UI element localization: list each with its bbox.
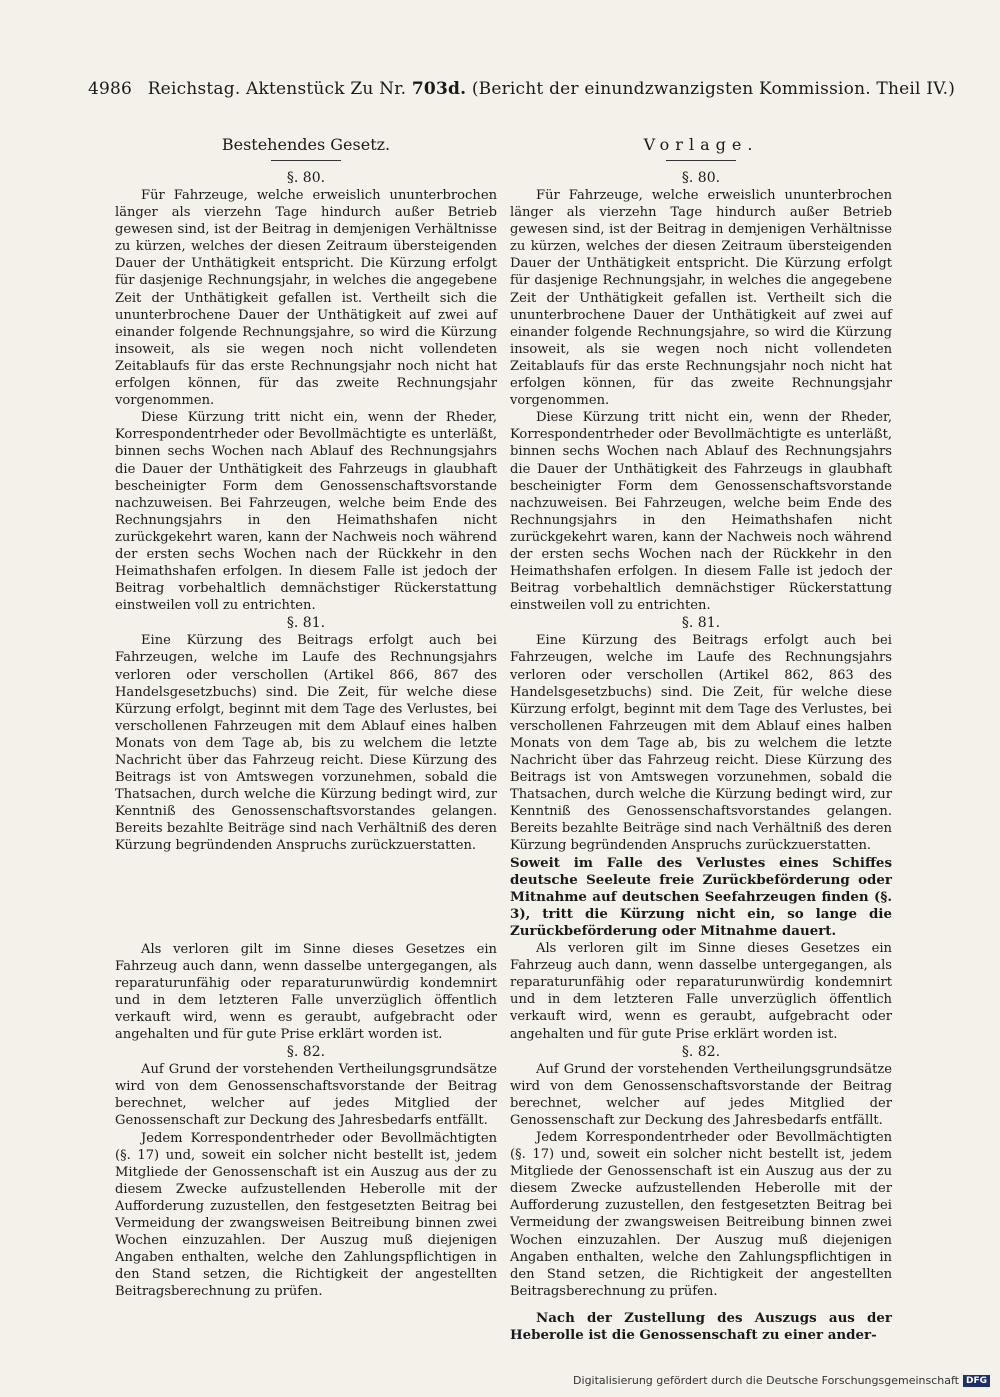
header-document-number: 703d. [411, 79, 467, 99]
blank-gap [115, 855, 497, 941]
bold-amendment: Soweit im Falle des Verlustes eines Schiffes deutsche Seeleute freie Zurückbeförderung oder Mitnahme auf deutschen Seefahrzeugen finden (§. 3), tritt die Kürzung nicht ein, so lange die Zurückbeförderung oder Mitnahme dauert. [510, 854, 892, 939]
section-heading: §. 80. [681, 170, 721, 186]
paragraph: Auf Grund der vorstehenden Vertheilungsgrundsätze wird von dem Genossenschaftsvorstande der Beitrag berechnet, welcher auf jedes Mitglied der Genossenschaft zur Deckung des Jahresbedarfs entfällt. [510, 1061, 892, 1128]
title-rule [271, 160, 341, 161]
digitization-credit [573, 1374, 990, 1387]
paragraph: Eine Kürzung des Beitrags erfolgt auch bei Fahrzeugen, welche im Laufe des Rechnungsjahrs verloren oder verschollen (Artikel 862, 863 des Handelsgesetzbuchs) sind. Die Zeit, für welche diese Kürzung erfolgt, beginnt mit dem Tage des Verlustes, bei verschollenen Fahrzeugen mit dem Ablauf eines halben Monats von dem Tage ab, bis zu welchem die letzte Nachricht über das Fahrzeug reicht. Diese Kürzung des Beitrags ist von Amtswegen vorzunehmen, sobald die Thatsachen, durch welche die Kürzung bedingt wird, zur Kenntniß des Genossenschaftsvorstandes gelangen. Bereits bezahlte Beiträge sind nach Verhältniß des deren Kürzung begründenden Anspruchs zurückzuerstatten. [510, 633, 892, 854]
section-heading: §. 80. [286, 170, 326, 186]
paragraph: Jedem Korrespondentrheder oder Bevollmächtigten (§. 17) und, soweit ein solcher nicht bestellt ist, jedem Mitgliede der Genossenschaft ist ein Auszug aus der zu diesem Zwecke aufzustellenden Heberolle mit der Aufforderung zuzustellen, den festgesetzten Beitrag bei Vermeidung der zwangsweisen Beitreibung binnen zwei Wochen einzuzahlen. Der Auszug muß diejenigen Angaben enthalten, welche den Zahlungspflichtigen in den Stand setzen, die Richtigkeit der angestellten Beitragsberechnung zu prüfen. [510, 1129, 892, 1299]
header-subtitle: (Bericht der einundzwanzigsten Kommission. Theil IV.) [471, 79, 956, 99]
paragraph: Diese Kürzung tritt nicht ein, wenn der Rheder, Korrespondentrheder oder Bevollmächtigte es unterläßt, binnen sechs Wochen nach Ablauf des Rechnungsjahrs die Dauer der Unthätigkeit des Fahrzeugs in glaubhaft bescheinigter Form dem Genossenschaftsvorstande nachzuweisen. Bei Fahrzeugen, welche beim Ende des Rechnungsjahrs in den Heimathshafen nicht zurückgekehrt waren, kann der Nachweis noch während der ersten sechs Wochen nach der Rückkehr in den Heimathshafen erfolgen. In diesem Falle ist jedoch der Beitrag vorbehaltlich demnächstiger Rückerstattung einstweilen voll zu entrichten. [510, 410, 892, 614]
paragraph: Diese Kürzung tritt nicht ein, wenn der Rheder, Korrespondentrheder oder Bevollmächtigte es unterläßt, binnen sechs Wochen nach Ablauf des Rechnungsjahrs die Dauer der Unthätigkeit des Fahrzeugs in glaubhaft bescheinigter Form dem Genossenschaftsvorstande nachzuweisen. Bei Fahrzeugen, welche beim Ende des Rechnungsjahrs in den Heimathshafen nicht zurückgekehrt waren, kann der Nachweis noch während der ersten sechs Wochen nach der Rückkehr in den Heimathshafen erfolgen. In diesem Falle ist jedoch der Beitrag vorbehaltlich demnächstiger Rückerstattung einstweilen voll zu entrichten. [115, 410, 497, 614]
paragraph: Für Fahrzeuge, welche erweislich ununterbrochen länger als vierzehn Tage hindurch außer Betrieb gewesen sind, ist der Beitrag in demjenigen Verhältnisse zu kürzen, welches der diesen Zeitraum übersteigenden Dauer der Unthätigkeit entspricht. Die Kürzung erfolgt für dasjenige Rechnungsjahr, in welches die angegebene Zeit der Unthätigkeit gefallen ist. Vertheilt sich die ununterbrochene Dauer der Unthätigkeit auf zwei auf einander folgende Rechnungsjahre, so wird die Kürzung insoweit, als sie wegen noch nicht vollendeten Zeitablaufs für das erste Rechnungsjahr noch nicht hat erfolgen können, für das zweite Rechnungsjahr vorgenommen. [510, 188, 892, 409]
paragraph: Für Fahrzeuge, welche erweislich ununterbrochen länger als vierzehn Tage hindurch außer Betrieb gewesen sind, ist der Beitrag in demjenigen Verhältnisse zu kürzen, welches der diesen Zeitraum übersteigenden Dauer der Unthätigkeit entspricht. Die Kürzung erfolgt für dasjenige Rechnungsjahr, in welches die angegebene Zeit der Unthätigkeit gefallen ist. Vertheilt sich die ununterbrochene Dauer der Unthätigkeit auf zwei auf einander folgende Rechnungsjahre, so wird die Kürzung insoweit, als sie wegen noch nicht vollendeten Zeitablaufs für das erste Rechnungsjahr noch nicht hat erfolgen können, für das zweite Rechnungsjahr vorgenommen. [115, 188, 497, 409]
paragraph: Eine Kürzung des Beitrags erfolgt auch bei Fahrzeugen, welche im Laufe des Rechnungsjahrs verloren oder verschollen (Artikel 866, 867 des Handelsgesetzbuchs) sind. Die Zeit, für welche diese Kürzung erfolgt, beginnt mit dem Tage des Verlustes, bei verschollenen Fahrzeugen mit dem Ablauf eines halben Monats von dem Tage ab, bis zu welchem die letzte Nachricht über das Fahrzeug reicht. Diese Kürzung des Beitrags ist von Amtswegen vorzunehmen, sobald die Thatsachen, durch welche die Kürzung bedingt wird, zur Kenntniß des Genossenschaftsvorstandes gelangen. Bereits bezahlte Beiträge sind nach Verhältniß des deren Kürzung begründenden Anspruchs zurückzuerstatten. [115, 633, 497, 854]
bold-amendment: Nach der Zustellung des Auszugs aus der Heberolle ist die Genossenschaft zu einer ander- [510, 1309, 892, 1343]
column-title: Bestehendes Gesetz. [221, 135, 391, 154]
title-rule [666, 160, 736, 161]
paragraph: Auf Grund der vorstehenden Vertheilungsgrundsätze wird von dem Genossenschaftsvorstande der Beitrag berechnet, welcher auf jedes Mitglied der Genossenschaft zur Deckung des Jahresbedarfs entfällt. [115, 1062, 497, 1129]
section-heading: §. 81. [286, 615, 326, 632]
page-header [88, 78, 956, 100]
section-heading: §. 82. [681, 1043, 721, 1060]
paragraph: Als verloren gilt im Sinne dieses Gesetzes ein Fahrzeug auch dann, wenn dasselbe untergegangen, als reparaturunfähig oder reparaturunwürdig kondemnirt und in dem letzteren Falle unverzüglich öffentlich verkauft wird, wenn es geraubt, aufgebracht oder angehalten und für gute Prise erklärt worden ist. [115, 941, 497, 1043]
section-heading: §. 82. [286, 1044, 326, 1061]
column-existing-law [115, 128, 497, 1300]
column-title: Vorlage. [643, 135, 759, 154]
page-number: 4986 [88, 79, 133, 99]
credit-text: Digitalisierung gefördert durch die Deutsche Forschungsgemeinschaft [573, 1374, 959, 1387]
header-title: Reichstag. Aktenstück Zu Nr. [147, 79, 407, 99]
column-proposal [510, 128, 892, 1344]
section-heading: §. 81. [681, 615, 721, 632]
dfg-logo: DFG [963, 1375, 990, 1387]
paragraph: Als verloren gilt im Sinne dieses Gesetzes ein Fahrzeug auch dann, wenn dasselbe untergegangen, als reparaturunfähig oder reparaturunwürdig kondemnirt und in dem letzteren Falle unverzüglich öffentlich verkauft wird, wenn es geraubt, aufgebracht oder angehalten und für gute Prise erklärt worden ist. [510, 941, 892, 1042]
paragraph: Jedem Korrespondentrheder oder Bevollmächtigten (§. 17) und, soweit ein solcher nicht bestellt ist, jedem Mitgliede der Genossenschaft ist ein Auszug aus der zu diesem Zwecke aufzustellenden Heberolle mit der Aufforderung zuzustellen, den festgesetzten Beitrag bei Vermeidung der zwangsweisen Beitreibung binnen zwei Wochen einzuzahlen. Der Auszug muß diejenigen Angaben enthalten, welche den Zahlungspflichtigen in den Stand setzen, die Richtigkeit der angestellten Beitragsberechnung zu prüfen. [115, 1130, 497, 1300]
